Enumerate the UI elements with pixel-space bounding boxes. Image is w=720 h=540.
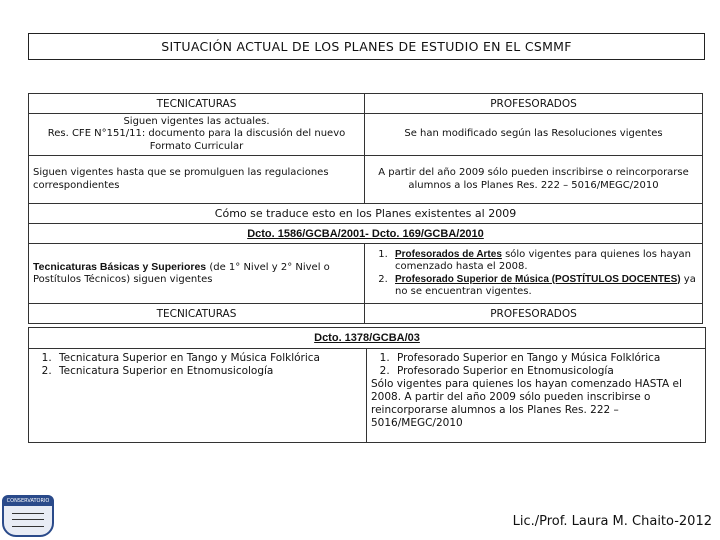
profesorados-1378-list [371,352,701,378]
conservatory-logo [2,495,54,537]
profesorados-validity-cell: A partir del año 2009 sólo pueden inscribirse o reincorporarse alumnos a los Planes Res. 222 – 5016/MEGC/2010 [365,156,703,204]
tecnicaturas-current-line2: Res. CFE N°151/11: documento para la discusión del nuevo Formato Curricular [47,128,346,152]
header-profesorados: PROFESORADOS [365,94,703,114]
tecnicaturas-basicas-bold: Tecnicaturas Básicas y Superiores [33,260,207,273]
music-staff-icon [12,513,44,527]
translation-heading: Cómo se traduce esto en los Planes existentes al 2009 [29,204,703,224]
tecnicaturas-1378-cell [29,349,367,443]
profesorados-current-cell: Se han modificado según las Resoluciones vigentes [365,114,703,156]
list-item: 2. Profesorado Superior en Etnomusicología [393,365,701,378]
tecnicaturas-1378-list [33,352,362,378]
plans-comparison-table [28,93,703,324]
profesorados-1378-note: Sólo vigentes para quienes los hayan comenzado HASTA el 2008. A partir del año 2009 sólo pueden inscribirse o reincorporarse alumnos a los Planes Res. 222 – 5016/MEGC/2010 [371,378,682,429]
header-tecnicaturas: TECNICATURAS [29,94,365,114]
profesorado-musica-text: ya no se encuentran vigentes. [395,273,696,297]
decree-1586-cell [29,224,703,244]
table-row [29,224,703,244]
profesorados-subheader: PROFESORADOS [365,304,703,324]
decree-1378-text: Dcto. 1378/GCBA/03 [314,332,420,344]
logo-band: CONSERVATORIO [4,497,52,506]
list-item: 2. Tecnicatura Superior en Etnomusicología [55,365,362,378]
table-row [29,328,706,349]
profesorado-musica-label: Profesorado Superior de Música (POSTÍTULOS DOCENTES) [395,273,681,285]
table-row [29,204,703,224]
decree-1378-table [28,327,706,443]
profesorados-1378-cell [367,349,706,443]
table-row [29,114,703,156]
list-item: 1. Tecnicatura Superior en Tango y Música Folklórica [55,352,362,365]
tecnicaturas-current-cell [29,114,365,156]
tecnicaturas-validity-cell: Siguen vigentes hasta que se promulguen las regulaciones correspondientes [29,156,365,204]
table-row [29,304,703,324]
tecnicaturas-basicas-text: (de 1° Nivel y 2° Nivel o Postítulos Técnicos) siguen vigentes [33,261,330,285]
list-item: 1. Profesorado Superior en Tango y Música Folklórica [393,352,701,365]
page-title: SITUACIÓN ACTUAL DE LOS PLANES DE ESTUDIO EN EL CSMMF [28,33,705,60]
profesorados-artes-label: Profesorados de Artes [395,248,502,260]
tecnicaturas-current-line1: Siguen vigentes las actuales. [123,115,270,127]
list-item [391,274,698,299]
author-credit: Lic./Prof. Laura M. Chaito-2012 [512,514,712,529]
tecnicaturas-basicas-cell [29,244,365,304]
table-row [29,244,703,304]
profesorados-list [369,249,698,299]
profesorados-list-cell [365,244,703,304]
header-row [29,94,703,114]
decree-1378-cell [29,328,706,349]
profesorados-artes-text: sólo vigentes para quienes los hayan comenzado hasta el 2008. [395,248,691,272]
list-item [391,249,698,274]
table-row [29,349,706,443]
tecnicaturas-subheader: TECNICATURAS [29,304,365,324]
decree-1586-text: Dcto. 1586/GCBA/2001- Dcto. 169/GCBA/2010 [247,227,484,240]
table-row [29,156,703,204]
